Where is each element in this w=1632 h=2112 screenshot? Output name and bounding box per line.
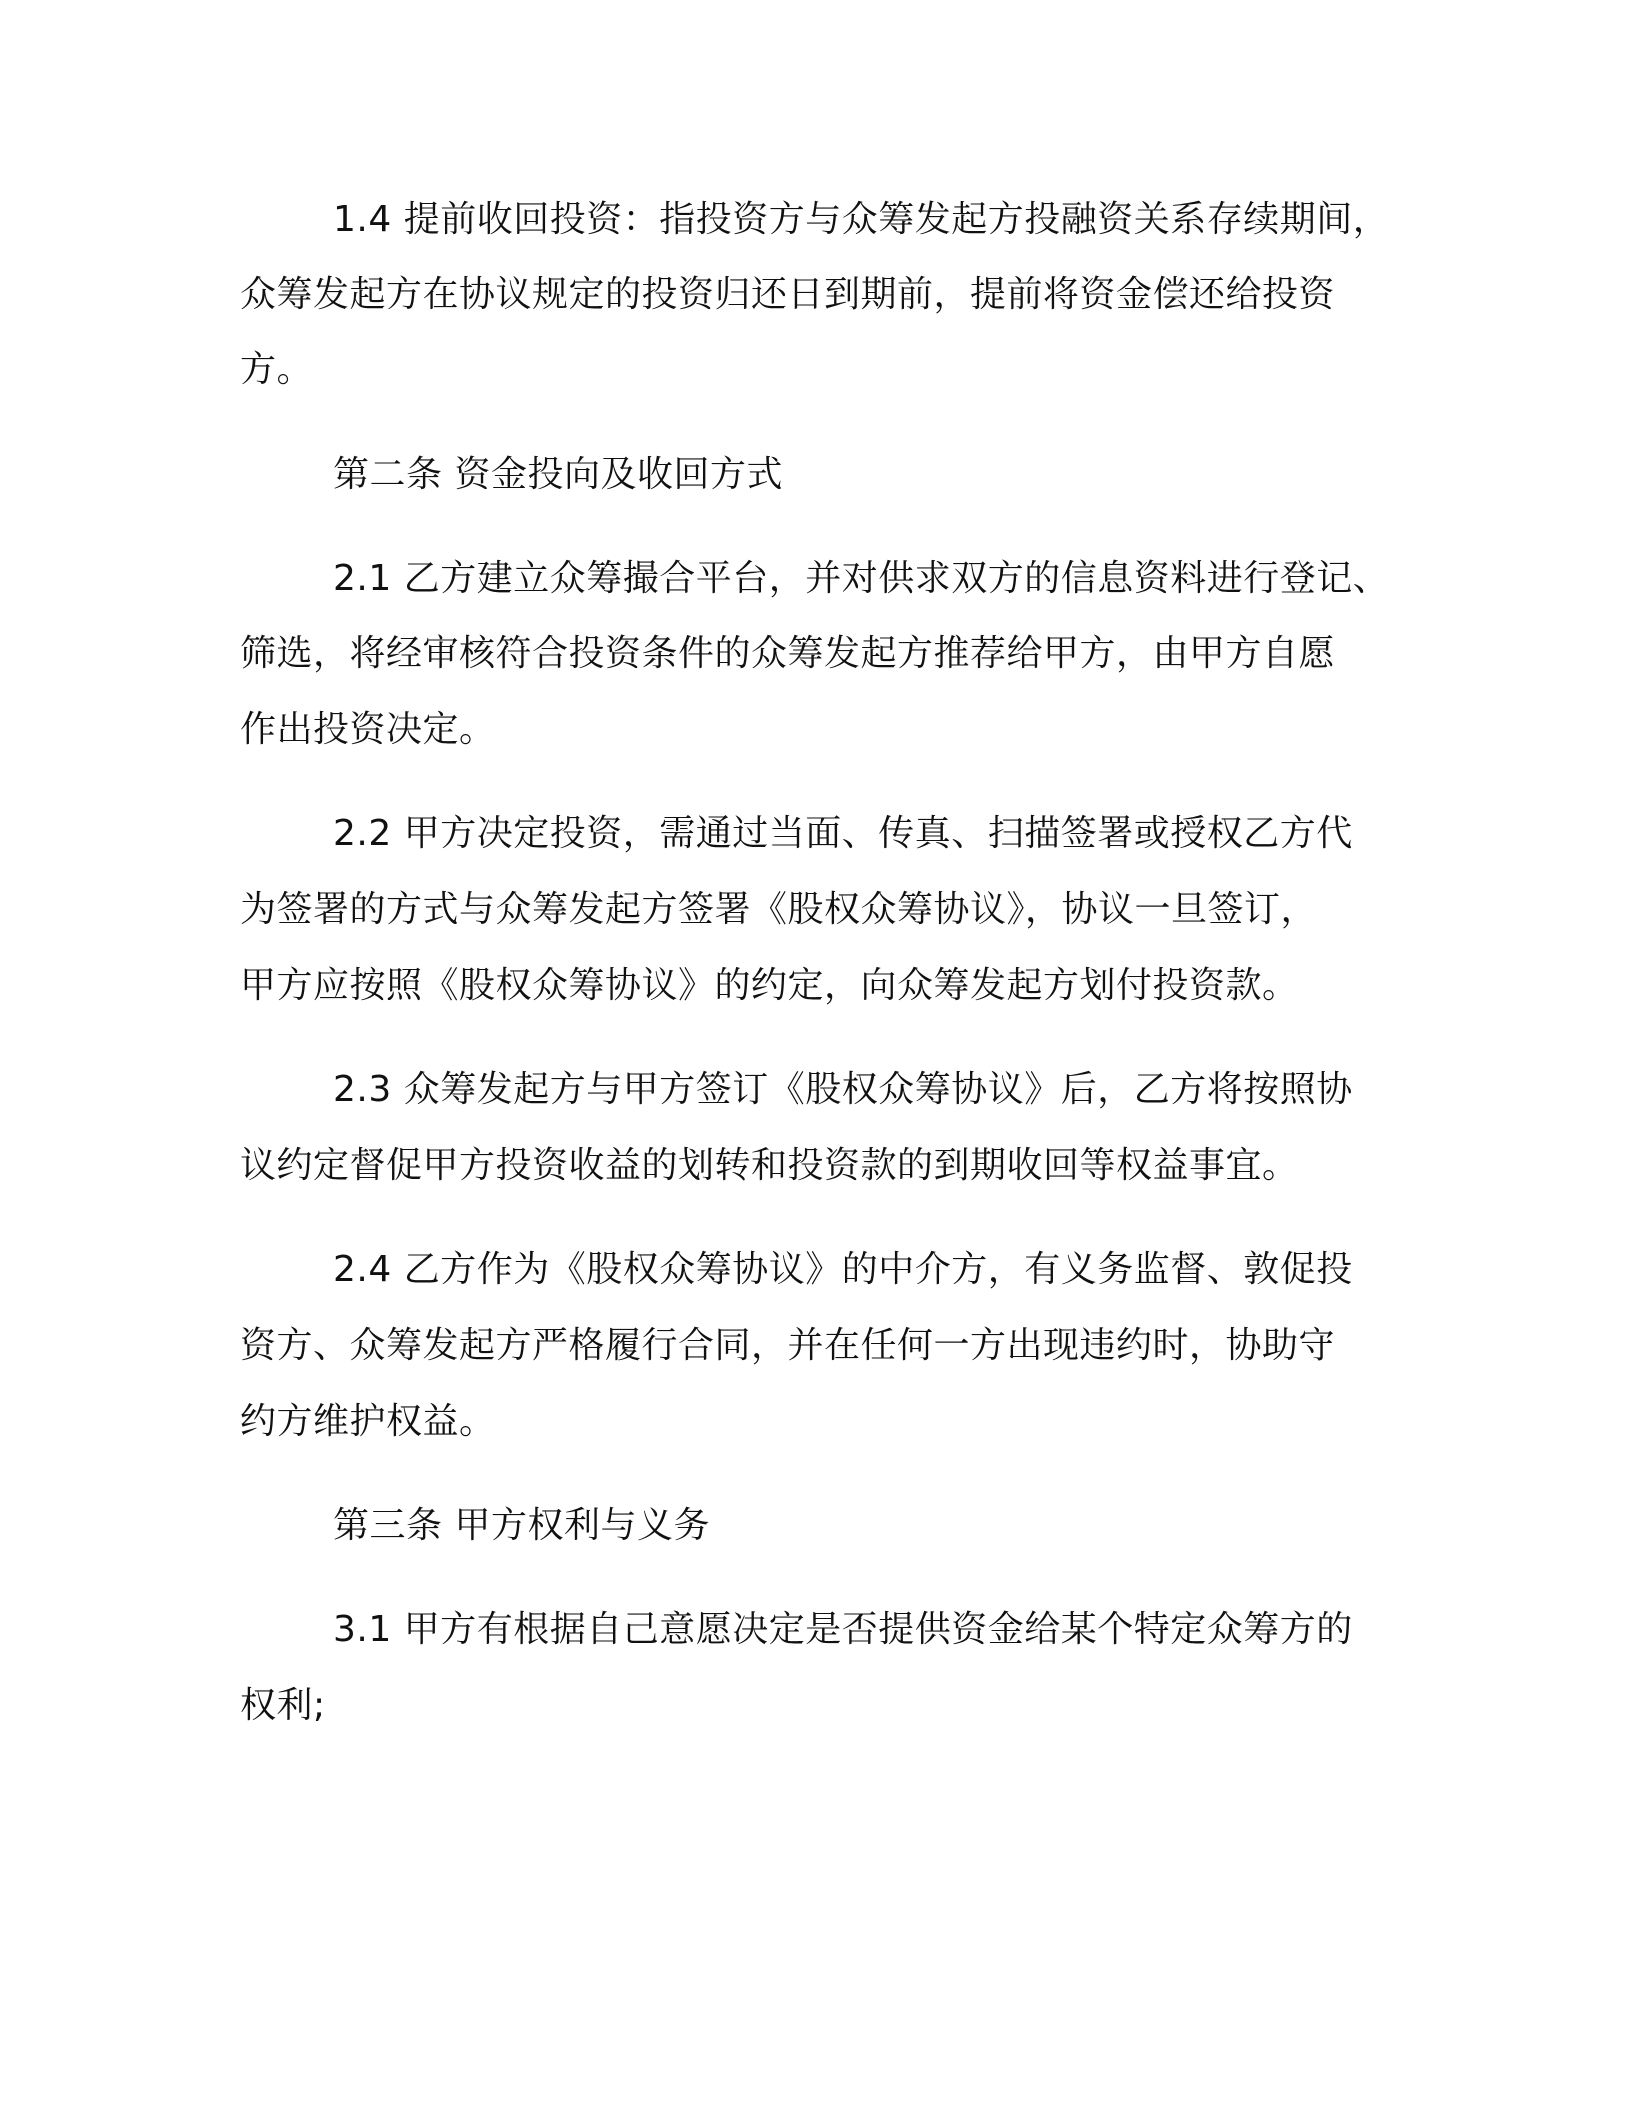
paragraph-2-1-line-1: 2.1 乙方建立众筹撮合平台，并对供求双方的信息资料进行登记、 — [333, 558, 1390, 599]
paragraph-2-3-line-2: 议约定督促甲方投资收益的划转和投资款的到期收回等权益事宜。 — [240, 1145, 1299, 1186]
paragraph-2-1-line-3: 作出投资决定。 — [240, 709, 496, 750]
section-heading-article-3: 第三条 甲方权利与义务 — [333, 1505, 710, 1546]
paragraph-2-2-line-1: 2.2 甲方决定投资，需通过当面、传真、扫描签署或授权乙方代 — [333, 813, 1353, 854]
paragraph-2-3-line-1: 2.3 众筹发起方与甲方签订《股权众筹协议》后，乙方将按照协 — [333, 1069, 1353, 1110]
paragraph-2-4-line-3: 约方维护权益。 — [240, 1401, 496, 1442]
paragraph-1-4-line-2: 众筹发起方在协议规定的投资归还日到期前，提前将资金偿还给投资 — [240, 274, 1336, 315]
paragraph-2-1-line-2: 筛选，将经审核符合投资条件的众筹发起方推荐给甲方，由甲方自愿 — [240, 633, 1336, 674]
paragraph-1-4-line-1: 1.4 提前收回投资：指投资方与众筹发起方投融资关系存续期间， — [333, 199, 1390, 240]
paragraph-2-4-line-1: 2.4 乙方作为《股权众筹协议》的中介方，有义务监督、敦促投 — [333, 1249, 1353, 1290]
paragraph-3-1-line-2: 权利; — [240, 1685, 326, 1726]
section-heading-article-2: 第二条 资金投向及收回方式 — [333, 454, 783, 495]
paragraph-2-4-line-2: 资方、众筹发起方严格履行合同，并在任何一方出现违约时，协助守 — [240, 1325, 1336, 1366]
paragraph-3-1-line-1: 3.1 甲方有根据自己意愿决定是否提供资金给某个特定众筹方的 — [333, 1609, 1353, 1650]
paragraph-2-2-line-3: 甲方应按照《股权众筹协议》的约定，向众筹发起方划付投资款。 — [240, 965, 1299, 1006]
paragraph-2-2-line-2: 为签署的方式与众筹发起方签署《股权众筹协议》，协议一旦签订， — [240, 889, 1318, 930]
paragraph-1-4-line-3: 方。 — [240, 349, 314, 390]
